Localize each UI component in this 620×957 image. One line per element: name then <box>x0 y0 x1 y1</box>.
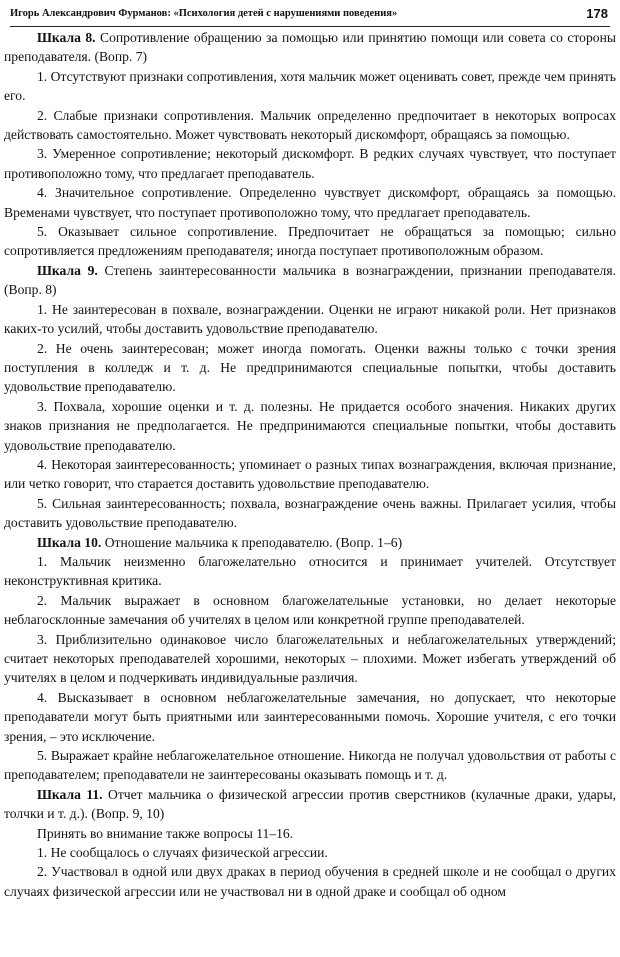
scale-heading: Шкала 9. <box>37 262 98 278</box>
paragraph <box>4 300 616 339</box>
paragraph-text: Сопротивление обращению за помощью или принятию помощи или совета со стороны преподавателя. (Вопр. 7) <box>4 30 616 65</box>
page-number: 178 <box>586 6 608 21</box>
paragraph <box>4 533 616 552</box>
paragraph-text: Принять во внимание также вопросы 11–16. <box>37 825 294 841</box>
paragraph-text: 5. Выражает крайне неблагожелательное отношение. Никогда не получал удовольствия от работы с преподавателем; преподаватели не заинтересованы оказывать помощь и т. д. <box>4 748 616 783</box>
paragraph-text: 3. Приблизительно одинаковое число благожелательных и неблагожелательных утверждений; считает некоторых преподавателей хорошими, некоторых – плохими. Может избегать утверждений об учителях в целом и подчеркивать индивидуальные различия. <box>4 631 616 686</box>
paragraph <box>4 67 616 106</box>
paragraph <box>4 144 616 183</box>
paragraph <box>4 746 616 785</box>
scale-heading: Шкала 10. <box>37 534 102 550</box>
paragraph-text: 3. Умеренное сопротивление; некоторый дискомфорт. В редких случаях чувствует, что поступает противоположно тому, что предлагает преподаватель. <box>4 146 616 181</box>
scale-heading: Шкала 8. <box>37 30 96 45</box>
paragraph <box>4 552 616 591</box>
paragraph-text: 2. Мальчик выражает в основном благожелательные установки, но делает некоторые неблагосклонные замечания об учителях в целом или конкретной группе преподавателей. <box>4 592 616 628</box>
paragraph <box>4 688 616 746</box>
paragraph <box>4 843 616 862</box>
paragraph <box>4 222 616 261</box>
paragraph <box>4 106 616 145</box>
paragraph-text: 2. Не очень заинтересован; может иногда помогать. Оценки важны только с точки зрения поступления в колледж и т. д. Не предпринимаются специальные попытки, чтобы доставить удовольствие преподавателю. <box>4 340 616 395</box>
paragraph-text: 2. Слабые признаки сопротивления. Мальчик определенно предпочитает в некоторых вопросах действовать самостоятельно. Может чувствовать некоторый дискомфорт, обращаясь за помощью. <box>4 107 616 143</box>
paragraph <box>4 339 616 397</box>
paragraph <box>4 28 616 67</box>
paragraph <box>4 183 616 222</box>
paragraph <box>4 397 616 455</box>
page-header <box>10 6 610 27</box>
paragraph-text: 1. Не сообщалось о случаях физической агрессии. <box>37 845 328 861</box>
paragraph <box>4 824 616 843</box>
paragraph-text: 3. Похвала, хорошие оценки и т. д. полезны. Не придается особого значения. Никаких других знаков признания не предполагается. Не предпринимаются специальные попытки, чтобы доставить удовольствие преподавателю. <box>4 398 616 453</box>
paragraph-text: Степень заинтересованности мальчика в вознаграждении, признании преподавателя. (Вопр. 8) <box>4 262 616 298</box>
paragraph-text: 1. Мальчик неизменно благожелательно относится и принимает учителей. Отсутствует неконструктивная критика. <box>4 553 616 589</box>
paragraph-text: 4. Некоторая заинтересованность; упоминает о разных типах вознаграждения, включая признание, или четко говорит, что старается доставить удовольствие преподавателю. <box>4 456 616 492</box>
paragraph <box>4 494 616 533</box>
paragraph-text: 1. Не заинтересован в похвале, вознаграждении. Оценки не играют никакой роли. Нет признаков каких-то усилий, чтобы доставить удовольствие преподавателю. <box>4 301 616 337</box>
paragraph <box>4 785 616 824</box>
paragraph-text: Отношение мальчика к преподавателю. (Вопр. 1–6) <box>101 534 403 550</box>
paragraph-text: Отчет мальчика о физической агрессии против сверстников (кулачные драки, удары, толчки и т. д.). (Вопр. 9, 10) <box>4 786 616 822</box>
paragraph <box>4 591 616 630</box>
paragraph <box>4 261 616 300</box>
paragraph-text: 4. Значительное сопротивление. Определенно чувствует дискомфорт, обращаясь за помощью. Временами чувствует, что поступает противоположно тому, что предлагает преподаватель. <box>4 185 616 220</box>
paragraph-text: 1. Отсутствуют признаки сопротивления, хотя мальчик может оценивать совет, прежде чем принять его. <box>4 68 616 104</box>
scale-heading: Шкала 11. <box>37 786 103 802</box>
paragraph-text: 4. Высказывает в основном неблагожелательные замечания, но допускает, что некоторые преподаватели могут быть приятными или заинтересованными помочь. Хорошие учителя, с его точки зрения, – это исключение. <box>4 689 616 744</box>
paragraph <box>4 630 616 688</box>
book-title: Игорь Александрович Фурманов: «Психология детей с нарушениями поведения» <box>10 8 398 19</box>
paragraph-text: 5. Сильная заинтересованность; похвала, вознаграждение очень важны. Прилагает усилия, чтобы доставить удовольствие преподавателю. <box>4 495 616 531</box>
paragraph-text: 2. Участвовал в одной или двух драках в период обучения в средней школе и не сообщал о других случаях физической агрессии или не участвовал ни в одной драке и сообщал об одном <box>4 864 616 899</box>
paragraph-text: 5. Оказывает сильное сопротивление. Предпочитает не обращаться за помощью; сильно сопротивляется предложениям преподавателя; иногда поступает противоположным образом. <box>4 224 616 259</box>
paragraph <box>4 455 616 494</box>
paragraph <box>4 862 616 901</box>
body-text <box>4 28 616 901</box>
